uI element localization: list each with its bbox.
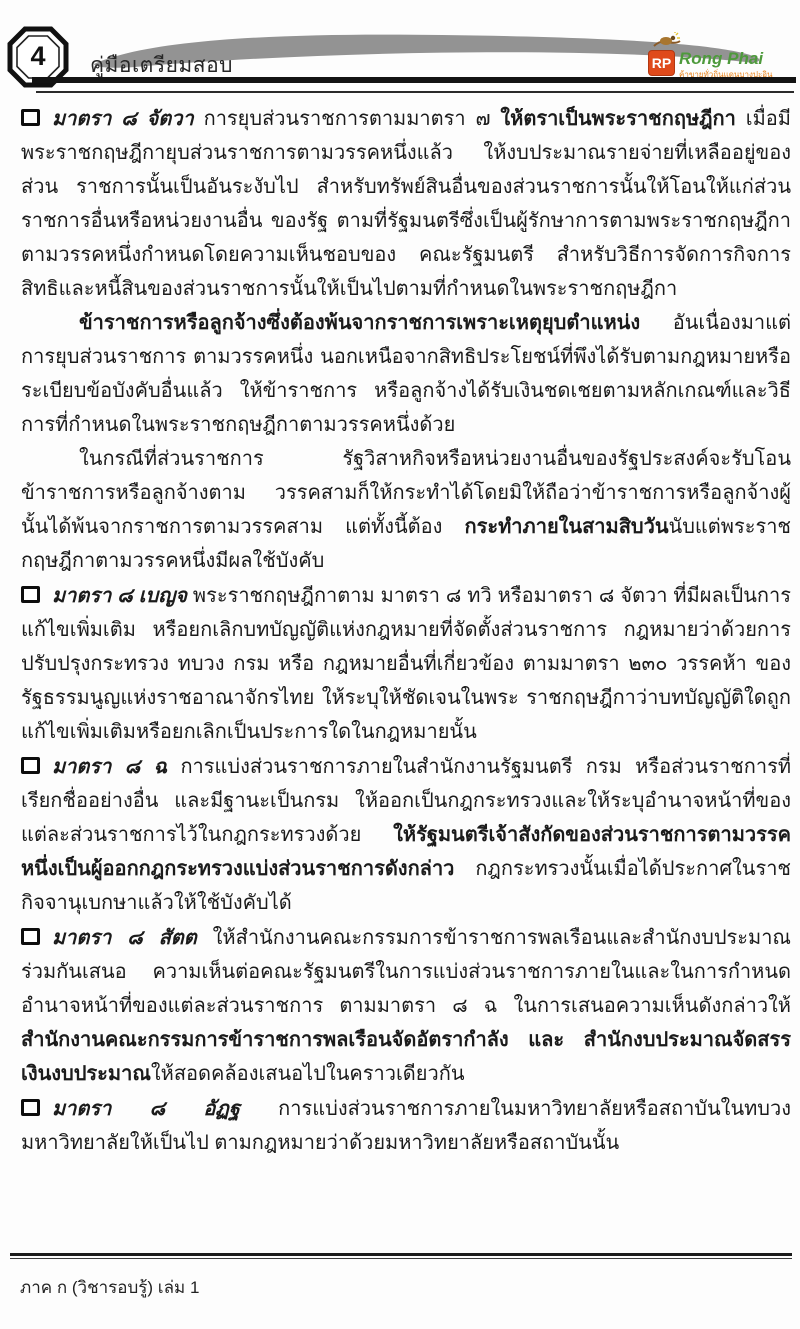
- checkbox-icon: [21, 757, 40, 774]
- text-run: การแบ่งส่วนราชการภายในสำนักงานรัฐมนตรี กรม หรือส่วนราชการที่เรียกชื่ออย่างอื่น และมีฐานะเป็นกรม ให้ออกเป็นกฎกระทรวงและให้ระบุอำนาจหน้าที่ของแต่ละส่วนราชการไว้ในกฎกระทรวงด้วย: [21, 756, 792, 846]
- text-run: กฎกระทรวงนั้นเมื่อได้ประกาศในราชกิจจานุเบกษาแล้วให้ใช้บังคับได้: [21, 858, 791, 914]
- logo-bird-icon: [650, 32, 684, 50]
- text-run: การยุบส่วนราชการตามมาตรา ๗: [193, 108, 501, 130]
- header-rule-thin: [36, 91, 794, 93]
- header-title: คู่มือเตรียมสอบ: [90, 54, 234, 77]
- section-title: มาตรา ๘ จัตวา: [52, 108, 194, 130]
- text-run: ให้รัฐมนตรีเจ้าสังกัดของส่วนราชการตามวรรคหนึ่งเป็นผู้ออกกฎกระทรวงแบ่งส่วนราชการดังกล่าว: [21, 824, 791, 880]
- section-paragraph: [21, 750, 791, 920]
- publisher-logo: [648, 34, 788, 82]
- document-body: [21, 101, 791, 1160]
- page-number: 4: [30, 40, 46, 71]
- logo-tagline: ค้าขายทั่วถิ่นแดนบางปะอิน: [679, 70, 773, 79]
- text-run: อันเนื่องมาแต่การยุบส่วนราชการ ตามวรรคหนึ่ง นอกเหนือจากสิทธิประโยชน์ที่พึงได้รับตามกฎหมายหรือระเบียบข้อบังคับอื่นแล้ว ให้ข้าราชการ หรือลูกจ้างได้รับเงินชดเชยตามหลักเกณฑ์และวิธีการที่กำหนดในพระราชกฤษฎีกาตามวรรคหนึ่งด้วย: [21, 312, 791, 436]
- checkbox-icon: [21, 586, 40, 603]
- text-run: กระทำภายในสามสิบวัน: [464, 516, 669, 538]
- logo-name: Rong Phai: [679, 49, 764, 68]
- section-title: มาตรา ๘ อัฏฐ: [52, 1098, 240, 1120]
- section-title: มาตรา ๘ เบญจ: [52, 585, 187, 607]
- section-paragraph: [21, 921, 791, 1091]
- section-paragraph: [21, 579, 791, 749]
- text-run: พระราชกฤษฎีกาตาม มาตรา ๘ ทวิ หรือมาตรา ๘ จัตวา ที่มีผลเป็นการแก้ไขเพิ่มเติม หรือยกเลิกบทบัญญัติแห่งกฎหมายที่จัดตั้งส่วนราชการ กฎหมายว่าด้วยการปรับปรุงกระทรวง ทบวง กรม หรือ กฎหมายอื่นที่เกี่ยวข้อง ตามมาตรา ๒๓๐ วรรคห้า ของรัฐธรรมนูญแห่งราชอาณาจักรไทย ให้ระบุให้ชัดเจนในพระ ราชกฤษฎีกาว่าบทบัญญัติใดถูกแก้ไขเพิ่มเติมหรือยกเลิกเป็นประการใดในกฎหมายนั้น: [21, 585, 791, 743]
- section-title: มาตรา ๘ สัตต: [52, 927, 197, 949]
- text-run: การแบ่งส่วนราชการภายในมหาวิทยาลัยหรือสถาบันในทบวงมหาวิทยาลัยให้เป็นไป ตามกฎหมายว่าด้วยมหาวิทยาลัยหรือสถาบันนั้น: [21, 1098, 791, 1154]
- text-run: เมื่อมีพระราชกฤษฎีกายุบส่วนราชการตามวรรคหนึ่งแล้ว ให้งบประมาณรายจ่ายที่เหลืออยู่ของส่วน ราชการนั้นเป็นอันระงับไป สำหรับทรัพย์สินอื่นของส่วนราชการนั้นให้โอนให้แก่ส่วนราชการอื่นหรือหน่วยงานอื่น ของรัฐ ตามที่รัฐมนตรีซึ่งเป็นผู้รักษาการตามพระราชกฤษฎีกาตามวรรคหนึ่งกำหนดโดยความเห็นชอบของ คณะรัฐมนตรี สำหรับวิธีการจัดการกิจการ สิทธิและหนี้สินของส่วนราชการนั้นให้เป็นไปตามที่กำหนดในพระราชกฤษฎีกา: [21, 108, 791, 300]
- text-run: ข้าราชการหรือลูกจ้างซึ่งต้องพ้นจากราชการเพราะเหตุยุบตำแหน่ง: [79, 312, 641, 334]
- text-run: ให้ตราเป็นพระราชกฤษฎีกา: [500, 108, 736, 130]
- checkbox-icon: [21, 1099, 40, 1116]
- text-run: ในกรณีที่ส่วนราชการ รัฐวิสาหกิจหรือหน่วยงานอื่นของรัฐประสงค์จะรับโอนข้าราชการหรือลูกจ้างตาม วรรคสามก็ให้กระทำได้โดยมิให้ถือว่าข้าราชการหรือลูกจ้างผู้นั้นได้พ้นจากราชการตามวรรคสาม แต่ทั้งนี้ต้อง: [21, 448, 791, 538]
- footer-rule: [10, 1253, 792, 1259]
- checkbox-icon: [21, 109, 40, 126]
- text-run: ให้สอดคล้องเสนอไปในคราวเดียวกัน: [150, 1063, 465, 1085]
- footer-text: ภาค ก (วิชารอบรู้) เล่ม 1: [20, 1278, 200, 1297]
- text-run: นับแต่พระราชกฤษฎีกาตามวรรคหนึ่งมีผลใช้บังคับ: [21, 516, 791, 572]
- page-header: [0, 0, 800, 100]
- body-paragraph: [21, 442, 791, 578]
- text-run: ให้สำนักงานคณะกรรมการข้าราชการพลเรือนและสำนักงบประมาณร่วมกันเสนอ ความเห็นต่อคณะรัฐมนตรีในการแบ่งส่วนราชการภายในและในการกำหนดอำนาจหน้าที่ของแต่ละส่วนราชการ ตามมาตรา ๘ ฉ ในการเสนอความเห็นดังกล่าวให้: [21, 927, 791, 1017]
- checkbox-icon: [21, 928, 40, 945]
- body-paragraph: [21, 306, 791, 442]
- section-paragraph: [21, 102, 791, 306]
- section-title: มาตรา ๘ ฉ: [52, 756, 168, 778]
- logo-monogram: RP: [648, 50, 675, 76]
- text-run: สำนักงานคณะกรรมการข้าราชการพลเรือนจัดอัตรากำลัง และ สำนักงบประมาณจัดสรรเงินงบประมาณ: [21, 1029, 791, 1085]
- section-paragraph: [21, 1092, 791, 1160]
